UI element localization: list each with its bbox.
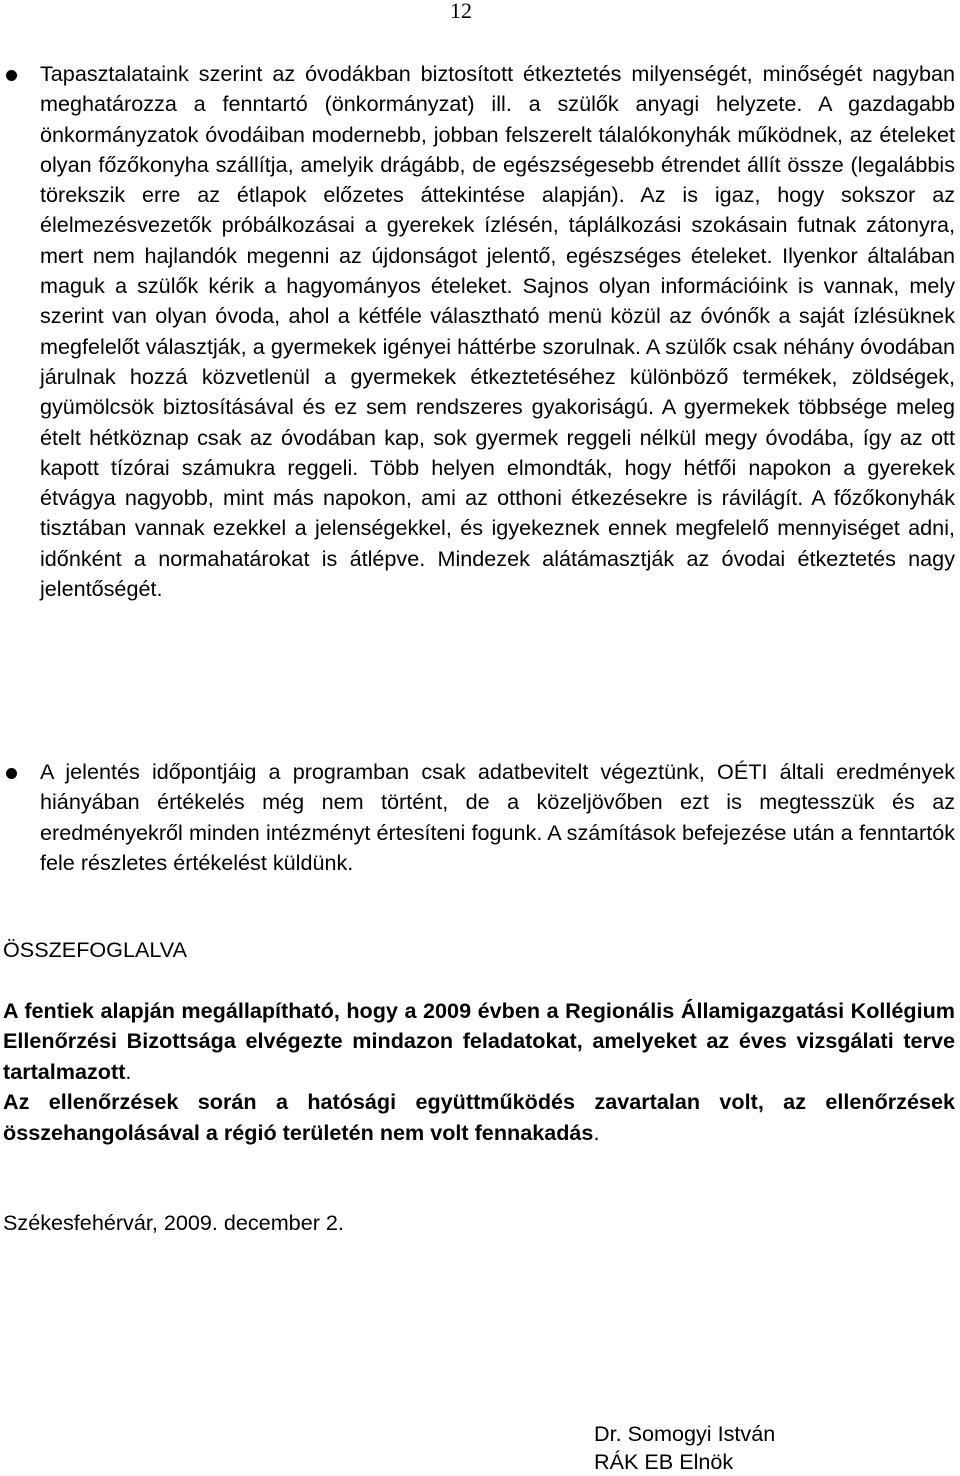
summary-paragraph — [3, 1087, 955, 1148]
signatory-title: RÁK EB Elnök — [594, 1449, 734, 1474]
summary-paragraph — [3, 996, 955, 1087]
bullet-paragraph: A jelentés időpontjáig a programban csak adatbevitelt végeztünk, OÉTI általi eredmények hiányában értékelés még nem történt, de a közeljövőben ezt is megtesszük és az eredményekről minden intézményt értesíteni fogunk. A számítások befejezése után a fenntartók fele részletes értékelést küldünk. — [40, 759, 955, 875]
page-number: 12 — [450, 0, 472, 23]
summary-paragraph-bold: A fentiek alapján megállapítható, hogy a 2009 évben a Regionális Államigazgatási Kollégium Ellenőrzési Bizottsága elvégezte mindazon feladatokat, amelyeket az éves vizsgálati terve tartalmazott — [3, 998, 955, 1084]
bullet-icon — [6, 768, 17, 779]
place-date: Székesfehérvár, 2009. december 2. — [3, 1210, 344, 1235]
bullet-paragraph: Tapasztalataink szerint az óvodákban biztosított étkeztetés milyenségét, minőségét nagyban meghatározza a fenntartó (önkormányzat) ill. a szülők anyagi helyzete. A gazdagabb önkormányzatok óvodáiban modernebb, jobban felszerelt tálalókonyhák működnek, az ételeket olyan főzőkonyha szállítja, amelyik drágább, de egészségesebb étrendet állít össze (legalábbis törekszik erre az étlapok előzetes áttekintése alapján). Az is igaz, hogy sokszor az élelmezésvezetők próbálkozásai a gyerekek ízlésén, táplálkozási szokásain futnak zátonyra, mert nem hajlandók megenni az újdonságot jelentő, egészséges ételeket. Ilyenkor általában maguk a szülők kérik a hagyományos ételeket. Sajnos olyan információink is vannak, mely szerint van olyan óvoda, ahol a kétféle választható menü közül az óvónők a saját ízlésüknek megfelelőt választják, a gyermekek igényei háttérbe szorulnak. A szülők csak néhány óvodában járulnak hozzá közvetlenül a gyermekek étkeztetéséhez különböző termékek, zöldségek, gyümölcsök biztosításával és ez sem rendszeres gyakoriságú. A gyermekek többsége meleg ételt hétköznap csak az óvodában kap, sok gyermek reggeli nélkül megy óvodába, így az ott kapott tízórai számukra reggeli. Több helyen elmondták, hogy hétfői napokon a gyerekek étvágya nagyobb, mint más napokon, ami az otthoni étkezésekre is rávilágít. A főzőkonyhák tisztában vannak ezekkel a jelenségekkel, és igyekeznek ennek megfelelő mennyiséget adni, időnként a normahatárokat is átlépve. Mindezek alátámasztják az óvodai étkeztetés nagy jelentőségét. — [40, 61, 955, 602]
summary-paragraph-bold: Az ellenőrzések során a hatósági együttműködés zavartalan volt, az ellenőrzések összehangolásával a régió területén nem volt fennakadás — [3, 1089, 955, 1145]
summary-paragraph-end: . — [593, 1119, 600, 1145]
summary-paragraph-end: . — [125, 1058, 132, 1084]
summary-heading: ÖSSZEFOGLALVA — [3, 937, 187, 962]
signatory-name: Dr. Somogyi István — [594, 1421, 776, 1446]
summary-section — [3, 996, 955, 1148]
bullet-icon — [6, 70, 17, 81]
signature-block — [594, 1420, 775, 1476]
